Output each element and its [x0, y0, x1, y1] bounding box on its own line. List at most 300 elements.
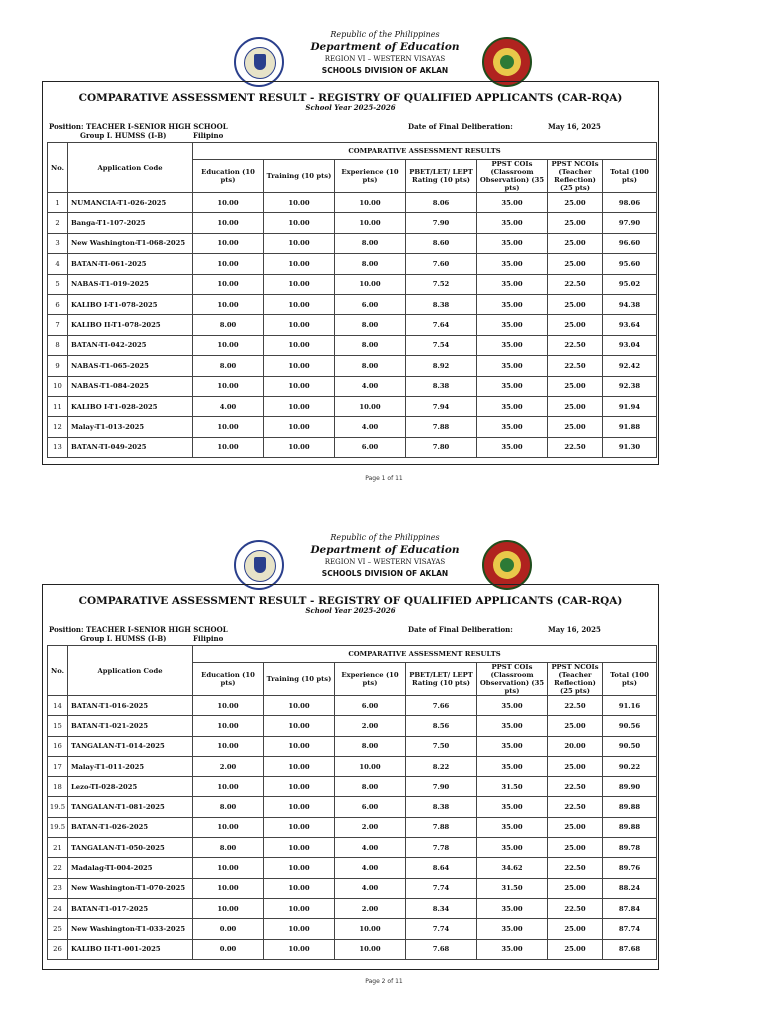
col-experience-header: Experience (10 pts) [335, 663, 406, 696]
cell-training: 10.00 [264, 939, 335, 959]
cell-education: 10.00 [193, 294, 264, 314]
department-line: Department of Education [310, 544, 460, 556]
col-rating-header: PBET/LET/ LEPT Rating (10 pts) [406, 663, 477, 696]
cell-ncois: 22.50 [548, 696, 603, 716]
cell-training: 10.00 [264, 213, 335, 233]
cell-application-code: New Washington-T1-070-2025 [68, 878, 193, 898]
cell-cois: 35.00 [477, 376, 548, 396]
cell-rating: 7.78 [406, 838, 477, 858]
cell-no: 19.5 [48, 797, 68, 817]
cell-training: 10.00 [264, 898, 335, 918]
cell-application-code: NUMANCIA-T1-026-2025 [68, 193, 193, 213]
cell-training: 10.00 [264, 817, 335, 837]
cell-application-code: KALIBO II-T1-001-2025 [68, 939, 193, 959]
cell-total: 96.60 [603, 233, 657, 253]
cell-ncois: 22.50 [548, 797, 603, 817]
cell-rating: 7.80 [406, 437, 477, 457]
cell-ncois: 25.00 [548, 417, 603, 437]
cell-cois: 35.00 [477, 437, 548, 457]
cell-experience: 4.00 [335, 376, 406, 396]
cell-experience: 8.00 [335, 335, 406, 355]
cell-application-code: BATAN-TI-061-2025 [68, 254, 193, 274]
cell-ncois: 25.00 [548, 716, 603, 736]
cell-total: 95.60 [603, 254, 657, 274]
table-row [48, 376, 657, 396]
deliberation-date: May 16, 2025 [548, 625, 601, 634]
cell-experience: 4.00 [335, 858, 406, 878]
deliberation-date: May 16, 2025 [548, 122, 601, 131]
cell-rating: 7.90 [406, 213, 477, 233]
cell-rating: 8.06 [406, 193, 477, 213]
cell-education: 10.00 [193, 716, 264, 736]
cell-total: 93.64 [603, 315, 657, 335]
col-education-header: Education (10 pts) [193, 663, 264, 696]
assessment-table [47, 142, 657, 458]
cell-cois: 35.00 [477, 233, 548, 253]
cell-cois: 35.00 [477, 716, 548, 736]
cell-education: 10.00 [193, 777, 264, 797]
cell-total: 92.38 [603, 376, 657, 396]
table-row [48, 716, 657, 736]
cell-no: 2 [48, 213, 68, 233]
cell-rating: 7.64 [406, 315, 477, 335]
cell-experience: 8.00 [335, 315, 406, 335]
position-label: Position: TEACHER I-SENIOR HIGH SCHOOL [49, 625, 228, 634]
cell-rating: 7.60 [406, 254, 477, 274]
document-title: COMPARATIVE ASSESSMENT RESULT - REGISTRY OF QUALIFIED APPLICANTS (CAR-RQA) [78, 92, 623, 104]
region-line: REGION VI – WESTERN VISAYAS [324, 55, 446, 63]
cell-total: 87.68 [603, 939, 657, 959]
cell-application-code: Lezo-TI-028-2025 [68, 777, 193, 797]
cell-education: 2.00 [193, 756, 264, 776]
deped-seal-icon [234, 540, 284, 590]
cell-cois: 35.00 [477, 356, 548, 376]
cell-ncois: 25.00 [548, 919, 603, 939]
cell-experience: 6.00 [335, 437, 406, 457]
cell-cois: 35.00 [477, 213, 548, 233]
cell-no: 10 [48, 376, 68, 396]
cell-rating: 8.60 [406, 233, 477, 253]
cell-no: 25 [48, 919, 68, 939]
table-row [48, 939, 657, 959]
cell-application-code: TANGALAN-T1-014-2025 [68, 736, 193, 756]
aklan-division-seal-icon [482, 540, 532, 590]
cell-rating: 7.94 [406, 396, 477, 416]
cell-experience: 4.00 [335, 417, 406, 437]
cell-experience: 8.00 [335, 777, 406, 797]
cell-no: 21 [48, 838, 68, 858]
cell-ncois: 25.00 [548, 396, 603, 416]
cell-ncois: 25.00 [548, 233, 603, 253]
deped-seal-icon [234, 37, 284, 87]
deliberation-label: Date of Final Deliberation: [408, 122, 513, 131]
table-row [48, 696, 657, 716]
subject-label: Filipino [193, 634, 224, 643]
col-code-header: Application Code [68, 143, 193, 193]
cell-experience: 10.00 [335, 193, 406, 213]
cell-ncois: 22.50 [548, 274, 603, 294]
cell-application-code: New Washington-T1-068-2025 [68, 233, 193, 253]
cell-experience: 10.00 [335, 396, 406, 416]
cell-training: 10.00 [264, 797, 335, 817]
cell-rating: 8.38 [406, 294, 477, 314]
cell-cois: 31.50 [477, 878, 548, 898]
cell-training: 10.00 [264, 417, 335, 437]
col-cois-header: PPST COIs (Classroom Observation) (35 pts) [477, 160, 548, 193]
cell-rating: 8.34 [406, 898, 477, 918]
cell-no: 24 [48, 898, 68, 918]
cell-ncois: 22.50 [548, 777, 603, 797]
table-row [48, 356, 657, 376]
cell-training: 10.00 [264, 777, 335, 797]
department-line: Department of Education [310, 41, 460, 53]
cell-experience: 10.00 [335, 939, 406, 959]
document-page [0, 503, 768, 993]
cell-total: 91.94 [603, 396, 657, 416]
cell-education: 10.00 [193, 335, 264, 355]
page-number: Page 1 of 11 [365, 475, 403, 482]
col-training-header: Training (10 pts) [264, 160, 335, 193]
results-group-header: COMPARATIVE ASSESSMENT RESULTS [193, 646, 657, 663]
cell-training: 10.00 [264, 254, 335, 274]
cell-cois: 35.00 [477, 294, 548, 314]
cell-ncois: 25.00 [548, 193, 603, 213]
cell-education: 10.00 [193, 858, 264, 878]
table-row [48, 777, 657, 797]
cell-education: 10.00 [193, 817, 264, 837]
cell-education: 10.00 [193, 898, 264, 918]
region-line: REGION VI – WESTERN VISAYAS [324, 558, 446, 566]
cell-experience: 4.00 [335, 838, 406, 858]
cell-application-code: TANGALAN-T1-050-2025 [68, 838, 193, 858]
cell-rating: 7.74 [406, 919, 477, 939]
col-rating-header: PBET/LET/ LEPT Rating (10 pts) [406, 160, 477, 193]
cell-total: 93.04 [603, 335, 657, 355]
table-row [48, 315, 657, 335]
cell-no: 15 [48, 716, 68, 736]
cell-total: 90.22 [603, 756, 657, 776]
col-cois-header: PPST COIs (Classroom Observation) (35 pts) [477, 663, 548, 696]
cell-rating: 7.88 [406, 817, 477, 837]
cell-training: 10.00 [264, 356, 335, 376]
cell-total: 94.38 [603, 294, 657, 314]
cell-application-code: BATAN-T1-021-2025 [68, 716, 193, 736]
cell-education: 10.00 [193, 376, 264, 396]
cell-cois: 35.00 [477, 838, 548, 858]
cell-rating: 7.88 [406, 417, 477, 437]
cell-ncois: 25.00 [548, 213, 603, 233]
cell-training: 10.00 [264, 233, 335, 253]
cell-ncois: 25.00 [548, 294, 603, 314]
group-label: Group I. HUMSS (I-B) [80, 634, 167, 643]
cell-experience: 8.00 [335, 254, 406, 274]
cell-total: 88.24 [603, 878, 657, 898]
cell-total: 90.56 [603, 716, 657, 736]
cell-experience: 10.00 [335, 213, 406, 233]
cell-cois: 35.00 [477, 417, 548, 437]
cell-ncois: 25.00 [548, 315, 603, 335]
cell-training: 10.00 [264, 335, 335, 355]
table-row [48, 898, 657, 918]
cell-total: 95.02 [603, 274, 657, 294]
cell-education: 10.00 [193, 254, 264, 274]
cell-education: 4.00 [193, 396, 264, 416]
cell-ncois: 25.00 [548, 376, 603, 396]
cell-application-code: BATAN-TI-042-2025 [68, 335, 193, 355]
cell-cois: 35.00 [477, 315, 548, 335]
cell-no: 11 [48, 396, 68, 416]
cell-ncois: 20.00 [548, 736, 603, 756]
cell-application-code: BATAN-T1-016-2025 [68, 696, 193, 716]
cell-application-code: BATAN-T1-017-2025 [68, 898, 193, 918]
cell-no: 14 [48, 696, 68, 716]
cell-rating: 7.52 [406, 274, 477, 294]
school-year: School Year 2025-2026 [305, 606, 396, 615]
cell-education: 10.00 [193, 233, 264, 253]
cell-total: 91.30 [603, 437, 657, 457]
cell-rating: 7.68 [406, 939, 477, 959]
col-training-header: Training (10 pts) [264, 663, 335, 696]
cell-cois: 35.00 [477, 736, 548, 756]
cell-cois: 35.00 [477, 335, 548, 355]
table-row [48, 878, 657, 898]
cell-experience: 4.00 [335, 878, 406, 898]
table-row [48, 736, 657, 756]
cell-rating: 8.56 [406, 716, 477, 736]
deliberation-label: Date of Final Deliberation: [408, 625, 513, 634]
cell-ncois: 22.50 [548, 437, 603, 457]
cell-experience: 2.00 [335, 716, 406, 736]
cell-no: 6 [48, 294, 68, 314]
table-row [48, 254, 657, 274]
cell-rating: 8.38 [406, 376, 477, 396]
cell-training: 10.00 [264, 376, 335, 396]
cell-training: 10.00 [264, 193, 335, 213]
cell-education: 10.00 [193, 274, 264, 294]
cell-education: 10.00 [193, 736, 264, 756]
cell-education: 10.00 [193, 417, 264, 437]
cell-total: 89.88 [603, 817, 657, 837]
school-year: School Year 2025-2026 [305, 103, 396, 112]
cell-education: 0.00 [193, 939, 264, 959]
republic-line: Republic of the Philippines [330, 533, 440, 542]
cell-total: 89.78 [603, 838, 657, 858]
cell-cois: 35.00 [477, 919, 548, 939]
cell-application-code: Malay-T1-013-2025 [68, 417, 193, 437]
cell-education: 10.00 [193, 696, 264, 716]
cell-total: 97.90 [603, 213, 657, 233]
cell-no: 12 [48, 417, 68, 437]
cell-ncois: 25.00 [548, 756, 603, 776]
cell-no: 19.5 [48, 817, 68, 837]
col-experience-header: Experience (10 pts) [335, 160, 406, 193]
cell-total: 98.06 [603, 193, 657, 213]
cell-application-code: Madalag-TI-004-2025 [68, 858, 193, 878]
cell-experience: 8.00 [335, 356, 406, 376]
division-line: SCHOOLS DIVISION OF AKLAN [321, 569, 449, 578]
cell-cois: 35.00 [477, 939, 548, 959]
cell-training: 10.00 [264, 294, 335, 314]
cell-application-code: KALIBO II-T1-078-2025 [68, 315, 193, 335]
cell-cois: 35.00 [477, 898, 548, 918]
col-total-header: Total (100 pts) [603, 160, 657, 193]
table-row [48, 756, 657, 776]
cell-training: 10.00 [264, 696, 335, 716]
cell-application-code: New Washington-T1-033-2025 [68, 919, 193, 939]
cell-cois: 35.00 [477, 396, 548, 416]
cell-training: 10.00 [264, 396, 335, 416]
cell-application-code: TANGALAN-T1-081-2025 [68, 797, 193, 817]
cell-experience: 10.00 [335, 919, 406, 939]
cell-ncois: 25.00 [548, 939, 603, 959]
cell-ncois: 22.50 [548, 898, 603, 918]
cell-ncois: 22.50 [548, 356, 603, 376]
cell-application-code: BATAN-TI-049-2025 [68, 437, 193, 457]
cell-training: 10.00 [264, 736, 335, 756]
cell-rating: 8.38 [406, 797, 477, 817]
cell-no: 8 [48, 335, 68, 355]
cell-rating: 7.66 [406, 696, 477, 716]
cell-total: 89.76 [603, 858, 657, 878]
cell-education: 10.00 [193, 437, 264, 457]
cell-application-code: KALIBO I-T1-078-2025 [68, 294, 193, 314]
cell-no: 7 [48, 315, 68, 335]
cell-rating: 8.92 [406, 356, 477, 376]
table-row [48, 233, 657, 253]
cell-experience: 2.00 [335, 898, 406, 918]
cell-no: 17 [48, 756, 68, 776]
page-number: Page 2 of 11 [365, 978, 403, 985]
cell-application-code: Malay-T1-011-2025 [68, 756, 193, 776]
cell-total: 87.84 [603, 898, 657, 918]
cell-rating: 8.64 [406, 858, 477, 878]
table-row [48, 274, 657, 294]
col-no-header: No. [48, 646, 68, 696]
cell-education: 8.00 [193, 356, 264, 376]
republic-line: Republic of the Philippines [330, 30, 440, 39]
cell-no: 18 [48, 777, 68, 797]
cell-no: 23 [48, 878, 68, 898]
col-ncois-header: PPST NCOIs (Teacher Reflection) (25 pts) [548, 663, 603, 696]
cell-application-code: KALIBO I-T1-028-2025 [68, 396, 193, 416]
cell-no: 4 [48, 254, 68, 274]
table-row [48, 797, 657, 817]
cell-cois: 35.00 [477, 756, 548, 776]
table-row [48, 335, 657, 355]
cell-experience: 10.00 [335, 756, 406, 776]
col-no-header: No. [48, 143, 68, 193]
cell-rating: 7.50 [406, 736, 477, 756]
cell-education: 10.00 [193, 213, 264, 233]
position-label: Position: TEACHER I-SENIOR HIGH SCHOOL [49, 122, 228, 131]
cell-application-code: NABAS-T1-084-2025 [68, 376, 193, 396]
col-code-header: Application Code [68, 646, 193, 696]
cell-cois: 35.00 [477, 274, 548, 294]
cell-education: 0.00 [193, 919, 264, 939]
cell-application-code: NABAS-T1-065-2025 [68, 356, 193, 376]
cell-ncois: 22.50 [548, 335, 603, 355]
cell-total: 91.88 [603, 417, 657, 437]
cell-ncois: 22.50 [548, 858, 603, 878]
cell-total: 89.90 [603, 777, 657, 797]
col-education-header: Education (10 pts) [193, 160, 264, 193]
cell-cois: 31.50 [477, 777, 548, 797]
cell-application-code: NABAS-T1-019-2025 [68, 274, 193, 294]
cell-education: 8.00 [193, 838, 264, 858]
cell-education: 10.00 [193, 193, 264, 213]
document-page [0, 0, 768, 490]
table-row [48, 417, 657, 437]
cell-total: 90.50 [603, 736, 657, 756]
subject-label: Filipino [193, 131, 224, 140]
cell-rating: 7.54 [406, 335, 477, 355]
cell-cois: 35.00 [477, 254, 548, 274]
document-title: COMPARATIVE ASSESSMENT RESULT - REGISTRY OF QUALIFIED APPLICANTS (CAR-RQA) [78, 595, 623, 607]
cell-education: 10.00 [193, 878, 264, 898]
cell-experience: 6.00 [335, 696, 406, 716]
cell-education: 8.00 [193, 797, 264, 817]
cell-rating: 7.90 [406, 777, 477, 797]
cell-no: 22 [48, 858, 68, 878]
division-line: SCHOOLS DIVISION OF AKLAN [321, 66, 449, 75]
cell-no: 16 [48, 736, 68, 756]
cell-no: 3 [48, 233, 68, 253]
cell-training: 10.00 [264, 274, 335, 294]
cell-no: 9 [48, 356, 68, 376]
cell-experience: 6.00 [335, 797, 406, 817]
cell-cois: 34.62 [477, 858, 548, 878]
table-row [48, 294, 657, 314]
cell-ncois: 25.00 [548, 878, 603, 898]
table-row [48, 213, 657, 233]
table-row [48, 437, 657, 457]
cell-training: 10.00 [264, 716, 335, 736]
table-row [48, 193, 657, 213]
cell-application-code: Banga-T1-107-2025 [68, 213, 193, 233]
cell-rating: 8.22 [406, 756, 477, 776]
cell-ncois: 25.00 [548, 838, 603, 858]
table-row [48, 838, 657, 858]
cell-experience: 8.00 [335, 233, 406, 253]
cell-training: 10.00 [264, 878, 335, 898]
cell-experience: 6.00 [335, 294, 406, 314]
cell-training: 10.00 [264, 315, 335, 335]
cell-experience: 10.00 [335, 274, 406, 294]
cell-total: 89.88 [603, 797, 657, 817]
cell-no: 1 [48, 193, 68, 213]
letterhead [0, 533, 768, 583]
cell-education: 8.00 [193, 315, 264, 335]
assessment-table [47, 645, 657, 960]
cell-ncois: 25.00 [548, 817, 603, 837]
table-row [48, 817, 657, 837]
results-group-header: COMPARATIVE ASSESSMENT RESULTS [193, 143, 657, 160]
cell-training: 10.00 [264, 858, 335, 878]
group-label: Group I. HUMSS (I-B) [80, 131, 167, 140]
aklan-division-seal-icon [482, 37, 532, 87]
cell-experience: 8.00 [335, 736, 406, 756]
cell-no: 5 [48, 274, 68, 294]
cell-rating: 7.74 [406, 878, 477, 898]
cell-training: 10.00 [264, 838, 335, 858]
table-row [48, 396, 657, 416]
cell-no: 26 [48, 939, 68, 959]
col-total-header: Total (100 pts) [603, 663, 657, 696]
cell-total: 91.16 [603, 696, 657, 716]
cell-total: 87.74 [603, 919, 657, 939]
cell-training: 10.00 [264, 919, 335, 939]
cell-training: 10.00 [264, 756, 335, 776]
